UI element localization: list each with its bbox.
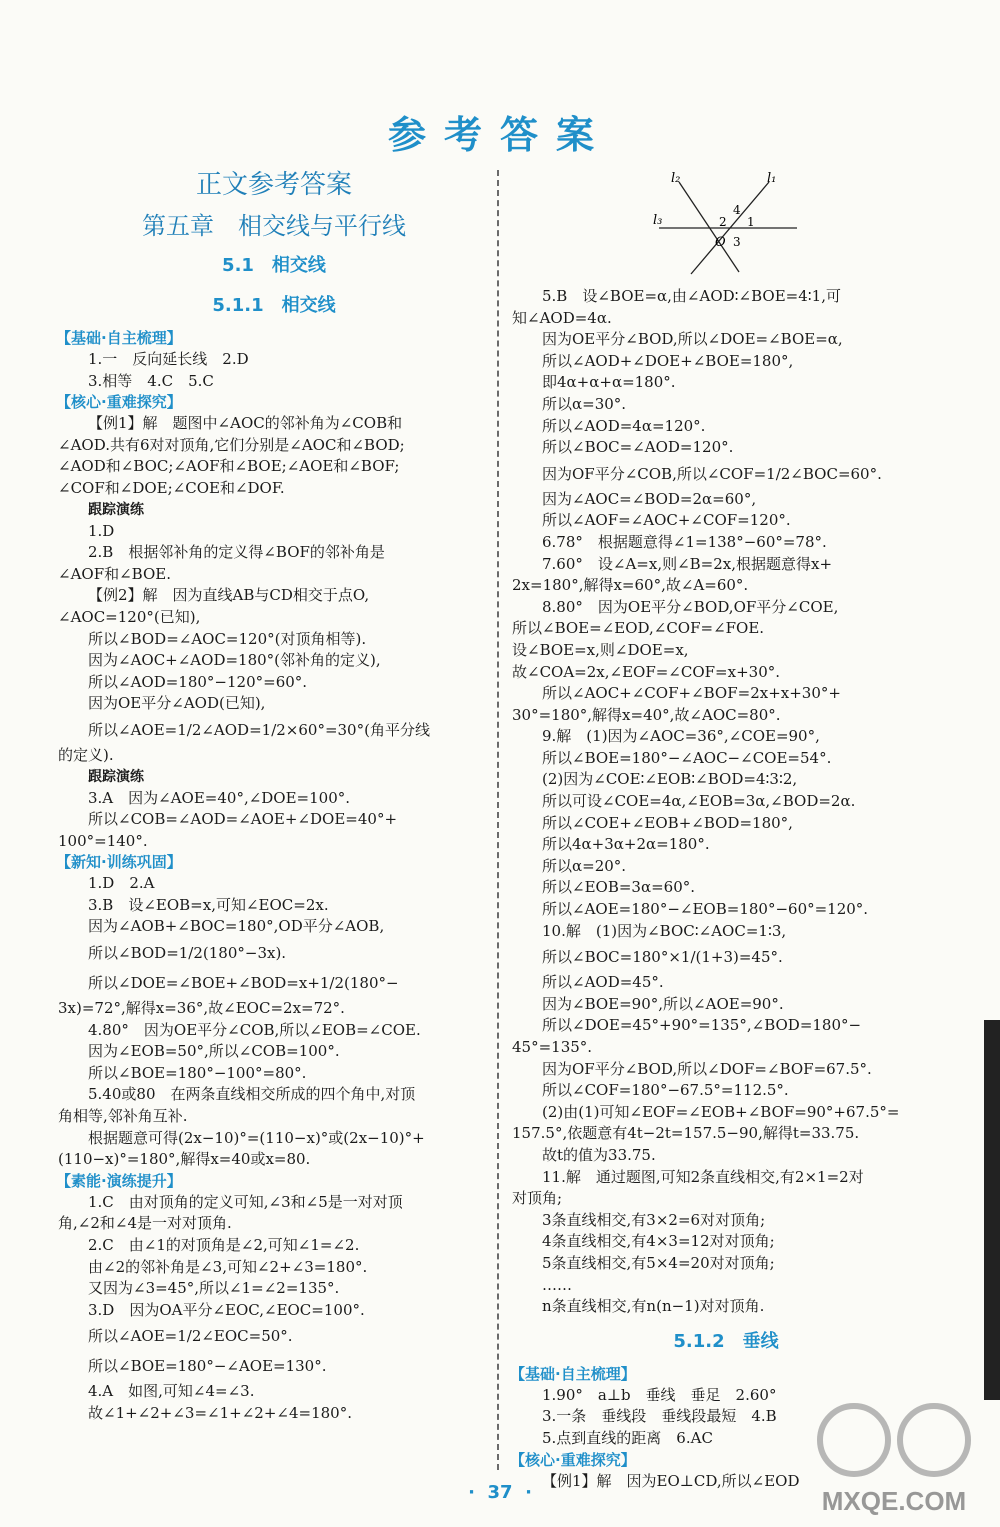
answer-line: 30°=180°,解得x=40°,故∠AOC=80°. xyxy=(512,705,781,724)
answer-line: 所以∠AOD=45°. xyxy=(542,973,664,992)
answer-line: 所以∠EOB=3α=60°. xyxy=(542,878,696,897)
answer-line: 对顶角; xyxy=(512,1189,563,1208)
left-column xyxy=(58,164,490,1425)
right-column xyxy=(512,164,940,1492)
answer-line: 所以∠AOD=180°−120°=60°. xyxy=(88,672,308,691)
answer-line: 157.5°,依题意有4t−2t=157.5−90,解得t=33.75. xyxy=(512,1124,860,1143)
answer-line: 100°=140°. xyxy=(58,831,148,850)
angle-2: 2 xyxy=(719,215,727,229)
chapter-heading: 第五章 相交线与平行线 xyxy=(142,212,406,240)
answer-line: 所以∠DOE=45°+90°=135°,∠BOD=180°− xyxy=(542,1016,862,1035)
label-l1: l₁ xyxy=(767,171,777,186)
section-heading: 正文参考答案 xyxy=(195,170,352,200)
answer-line: 因为∠AOB+∠BOC=180°,OD平分∠AOB, xyxy=(88,917,385,936)
answer-line: 3.一条 垂线段 垂线段最短 4.B xyxy=(542,1407,777,1426)
answer-line: 所以∠COE+∠EOB+∠BOD=180°, xyxy=(542,813,793,832)
section-label: 【核心·重难探究】 xyxy=(510,1450,636,1469)
answer-line: 3x)=72°,解得x=36°,故∠EOC=2x=72°. xyxy=(58,999,345,1018)
answer-line: 3.相等 4.C 5.C xyxy=(88,371,214,390)
answer-line: 所以α=20°. xyxy=(542,856,627,875)
answer-line: 2.C 由∠1的对顶角是∠2,可知∠1=∠2. xyxy=(88,1236,360,1254)
angle-3: 3 xyxy=(733,235,741,249)
answer-line: 1.D xyxy=(88,521,115,540)
answer-line: 4条直线相交,有4×3=12对对顶角; xyxy=(542,1232,775,1251)
answer-line: ∠COF和∠DOE;∠COE和∠DOF. xyxy=(58,478,285,497)
answer-line: 1.一 反向延长线 2.D xyxy=(88,350,249,368)
answer-line: 因为OE平分∠BOD,所以∠DOE=∠BOE=α, xyxy=(542,330,843,349)
answer-line: 10.解 (1)因为∠BOC∶∠AOC=1∶3, xyxy=(542,921,787,940)
answer-line: 即4α+α+α=180°. xyxy=(542,373,676,392)
answer-line: 所以可设∠COE=4α,∠EOB=3α,∠BOD=2α. xyxy=(542,792,856,811)
section-label: 【素能·演练提升】 xyxy=(56,1171,182,1190)
answer-line: 9.解 (1)因为∠AOC=36°,∠COE=90°, xyxy=(542,727,820,746)
answer-line: ∠AOC=120°(已知), xyxy=(58,607,201,626)
subsection-heading: 5.1 相交线 xyxy=(222,255,326,276)
answer-line: 3条直线相交,有3×2=6对对顶角; xyxy=(542,1210,766,1229)
answer-line: 所以4α+3α+2α=180°. xyxy=(542,835,710,854)
answer-line: 所以∠BOE=180°−∠AOE=130°. xyxy=(88,1357,327,1376)
answer-line: 所以α=30°. xyxy=(542,394,627,413)
label-l3: l₃ xyxy=(653,213,663,228)
answer-line: 4.A 如图,可知∠4=∠3. xyxy=(88,1382,255,1401)
section-label: 【基础·自主梳理】 xyxy=(56,329,182,347)
answer-line: 【例1】解 题图中∠AOC的邻补角为∠COB和 xyxy=(88,414,403,433)
label-o: O xyxy=(715,235,726,250)
section-label: 【基础·自主梳理】 xyxy=(510,1364,636,1383)
answer-line: 的定义). xyxy=(58,745,114,764)
answer-line: 所以∠AOE=1/2∠AOD=1/2×60°=30°(角平分线 xyxy=(88,720,430,739)
answer-line: 8.80° 因为OE平分∠BOD,OF平分∠COE, xyxy=(542,597,839,616)
answer-line: 所以∠BOD=1/2(180°−3x). xyxy=(88,944,287,963)
answer-line: 知∠AOD=4α. xyxy=(512,308,612,327)
section-label: 【核心·重难探究】 xyxy=(56,393,182,412)
answer-line: 11.解 通过题图,可知2条直线相交,有2×1=2对 xyxy=(542,1167,864,1186)
answer-line: ∠AOD.共有6对对顶角,它们分别是∠AOC和∠BOD; xyxy=(58,435,405,454)
answer-line: 3.D 因为OA平分∠EOC,∠EOC=100°. xyxy=(88,1300,365,1319)
angle-4: 4 xyxy=(733,203,741,217)
answer-line: 1.D 2.A xyxy=(88,874,155,893)
answer-line: 2.B 根据邻补角的定义得∠BOF的邻补角是 xyxy=(88,543,385,562)
angle-1: 1 xyxy=(747,215,755,229)
answer-line: 所以∠AOD=4α=120°. xyxy=(542,416,706,435)
answer-line: (110−x)°=180°,解得x=40或x=80. xyxy=(58,1150,311,1169)
answer-line: 根据题意可得(2x−10)°=(110−x)°或(2x−10)°+ xyxy=(88,1128,425,1147)
page-number-value: 37 xyxy=(487,1482,513,1503)
answer-line: 所以∠AOD+∠DOE+∠BOE=180°, xyxy=(542,351,794,370)
answer-lines xyxy=(58,328,490,1425)
answer-line: 所以∠BOC=∠AOD=120°. xyxy=(542,438,734,457)
answer-line: 所以∠COF=180°−67.5°=112.5°. xyxy=(542,1081,789,1100)
answer-line: 【例1】解 因为EO⊥CD,所以∠EOD xyxy=(542,1471,800,1490)
answer-line: 5.点到直线的距离 6.AC xyxy=(542,1428,713,1447)
answer-line: 5.40或80 在两条直线相交所成的四个角中,对顶 xyxy=(88,1085,416,1104)
answer-line: 所以∠BOE=∠EOD,∠COF=∠FOE. xyxy=(512,619,765,638)
column-divider xyxy=(497,170,499,1470)
answer-line: 7.60° 设∠A=x,则∠B=2x,根据题意得x+ xyxy=(542,554,833,573)
answer-line: 因为OF平分∠BOD,所以∠DOF=∠BOF=67.5°. xyxy=(542,1059,872,1078)
answer-line: 5条直线相交,有5×4=20对对顶角; xyxy=(542,1253,775,1272)
answer-line: 角相等,邻补角互补. xyxy=(58,1107,188,1126)
answer-line: 所以∠BOE=180°−∠AOC−∠COE=54°. xyxy=(542,748,832,767)
answer-line: 由∠2的邻补角是∠3,可知∠2+∠3=180°. xyxy=(88,1257,368,1276)
answer-line: 因为∠EOB=50°,所以∠COB=100°. xyxy=(88,1042,340,1061)
answer-line: 角,∠2和∠4是一对对顶角. xyxy=(58,1214,232,1233)
answer-line: 因为OF平分∠COB,所以∠COF=1/2∠BOC=60°. xyxy=(542,464,882,483)
watermark-text: MXQE.COM xyxy=(821,1486,967,1516)
answer-line: 所以∠AOF=∠AOC+∠COF=120°. xyxy=(542,511,791,530)
answer-line: 所以∠AOC+∠COF+∠BOF=2x+x+30°+ xyxy=(542,684,841,703)
answer-line: 3.B 设∠EOB=x,可知∠EOC=2x. xyxy=(88,895,329,914)
page-edge-mark xyxy=(984,1020,1000,1400)
answer-line: ∠AOF和∠BOE. xyxy=(58,564,171,583)
page-title: 参考答案 xyxy=(387,113,612,157)
answer-line: 2x=180°,解得x=60°,故∠A=60°. xyxy=(512,576,749,595)
practice-label: 跟踪演练 xyxy=(88,501,144,518)
answer-line: 1.90° a⊥b 垂线 垂足 2.60° xyxy=(542,1385,777,1404)
answer-line: 所以∠AOE=180°−∠EOB=180°−60°=120°. xyxy=(542,900,869,919)
section-label: 【新知·训练巩固】 xyxy=(56,853,182,872)
answer-line: 5.B 设∠BOE=α,由∠AOD∶∠BOE=4∶1,可 xyxy=(542,287,841,305)
practice-label: 跟踪演练 xyxy=(88,768,144,785)
answer-lines xyxy=(512,286,940,1318)
answer-line: …… xyxy=(542,1275,572,1294)
intersecting-lines-figure xyxy=(651,168,801,278)
answer-line: 又因为∠3=45°,所以∠1=∠2=135°. xyxy=(88,1279,340,1298)
answer-line: 1.C 由对顶角的定义可知,∠3和∠5是一对对顶 xyxy=(88,1192,403,1211)
page-number: · 37 · xyxy=(468,1482,532,1503)
answer-line: ∠AOD和∠BOC;∠AOF和∠BOE;∠AOE和∠BOF; xyxy=(58,457,400,476)
answer-line: 故t的值为33.75. xyxy=(542,1145,656,1164)
answer-line: 故∠COA=2x,∠EOF=∠COF=x+30°. xyxy=(512,662,781,681)
answer-line: 所以∠COB=∠AOD=∠AOE+∠DOE=40°+ xyxy=(88,810,398,829)
answer-line: 6.78° 根据题意得∠1=138°−60°=78°. xyxy=(542,532,827,551)
answer-line: 所以∠BOE=180°−100°=80°. xyxy=(88,1063,307,1082)
answer-line: 设∠BOE=x,则∠DOE=x, xyxy=(512,640,689,659)
label-l2: l₂ xyxy=(671,171,681,186)
answer-line: 因为∠AOC+∠AOD=180°(邻补角的定义), xyxy=(88,651,381,670)
answer-line: 所以∠BOC=180°×1/(1+3)=45°. xyxy=(542,948,783,967)
answer-line: (2)由(1)可知∠EOF=∠EOB+∠BOF=90°+67.5°= xyxy=(542,1102,900,1121)
answer-line: 45°=135°. xyxy=(512,1038,593,1056)
answer-line: 所以∠DOE=∠BOE+∠BOD=x+1/2(180°− xyxy=(88,974,399,993)
answer-line: 3.A 因为∠AOE=40°,∠DOE=100°. xyxy=(88,788,351,807)
subsubsection-heading: 5.1.2 垂线 xyxy=(673,1330,779,1352)
answer-line: 因为∠BOE=90°,所以∠AOE=90°. xyxy=(542,994,784,1013)
answer-line: 故∠1+∠2+∠3=∠1+∠2+∠4=180°. xyxy=(88,1403,352,1422)
answer-line: 【例2】解 因为直线AB与CD相交于点O, xyxy=(88,586,370,605)
answer-line: 所以∠AOE=1/2∠EOC=50°. xyxy=(88,1327,293,1346)
answer-line: (2)因为∠COE∶∠EOB∶∠BOD=4∶3∶2, xyxy=(542,770,798,789)
answer-line: 因为∠AOC=∠BOD=2α=60°, xyxy=(542,489,757,508)
subsubsection-heading: 5.1.1 相交线 xyxy=(212,295,336,316)
answer-line: 所以∠BOD=∠AOC=120°(对顶角相等). xyxy=(88,629,367,648)
answer-line: 4.80° 因为OE平分∠COB,所以∠EOB=∠COE. xyxy=(88,1020,421,1039)
watermark-logo xyxy=(794,1390,994,1520)
answer-line: 因为OE平分∠AOD(已知), xyxy=(88,694,266,713)
answer-line: n条直线相交,有n(n−1)对对顶角. xyxy=(542,1297,765,1316)
